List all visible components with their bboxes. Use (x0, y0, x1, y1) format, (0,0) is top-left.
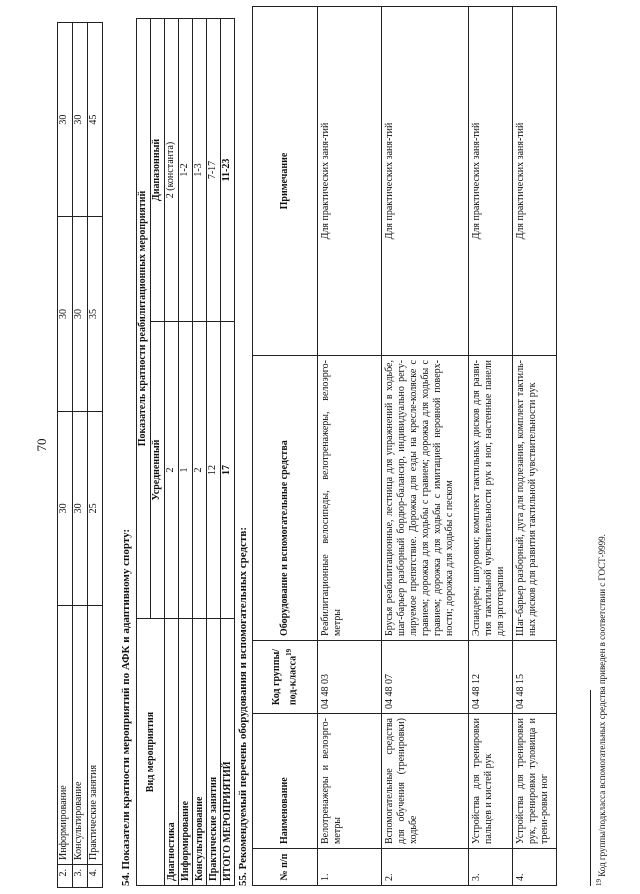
header-average: Усредненный (151, 322, 165, 619)
row-value-3: 45 (88, 23, 103, 217)
average-value: 1 (179, 322, 193, 619)
header-number: № п/п (253, 849, 318, 886)
table-row (73, 23, 88, 888)
row-number: 4. (88, 865, 103, 888)
table-header-row (137, 19, 151, 886)
row-name: Информирование (58, 606, 73, 865)
footnote-text: Код группы/подкласса вспомогательных средства приведен в соответствии с ГОСТ-9999. (597, 534, 607, 877)
row-equipment: Реабилитационные велосипеды, велотренажеры, велоэрго-метры (318, 356, 382, 641)
footnote-marker: 19 (595, 879, 603, 886)
row-value-2: 30 (73, 217, 88, 411)
section-54-title: 54. Показатели кратности мероприятий по АФК и адаптивному спорту: (120, 528, 132, 886)
row-value-1: 25 (88, 411, 103, 605)
row-note: Для практических заня-тий (513, 7, 557, 356)
activity-name: Практические занятия (207, 619, 221, 886)
header-equipment: Оборудование и вспомогательные средства (253, 356, 318, 641)
range-value: 7-17 (207, 19, 221, 322)
top-table (57, 22, 103, 888)
average-value: 12 (207, 322, 221, 619)
row-note: Для практических заня-тий (318, 7, 382, 356)
table-row (179, 19, 193, 886)
table-row (165, 19, 179, 886)
row-name: Велотренажеры и велоэрго-метры (318, 714, 382, 849)
footnote (595, 534, 607, 886)
range-value: 1-3 (193, 19, 207, 322)
row-code: 04 48 07 (382, 641, 469, 714)
table-row (469, 7, 513, 886)
footnote-ref: 19 (284, 648, 293, 656)
range-value: 2 (константа) (165, 19, 179, 322)
row-code: 04 48 15 (513, 641, 557, 714)
table-row-total (221, 19, 235, 886)
row-equipment: Брусья реабилитационные, лестница для упражнений в ходьбе, шаг-барьер разборный бордюр-балансир, индивидуально регу-лируемое препятствие. Дорожка для езды на кресле-коляске с гравием; дорожка для ходьбы с гравием; дорожка для ходьбы с гравием; дорожка для ходьбы с имитацией неровной поверх-ности; дорожка для ходьбы с песком (382, 356, 469, 641)
row-code: 04 48 12 (469, 641, 513, 714)
row-name: Устройства для тренировки пальцев и кистей рук (469, 714, 513, 849)
row-value-1: 30 (73, 411, 88, 605)
row-code: 04 48 03 (318, 641, 382, 714)
section-55-title: 55. Рекомендуемый перечень оборудования и вспомогательных средств: (237, 527, 249, 886)
total-range: 11-23 (221, 19, 235, 322)
page-number: 70 (34, 438, 49, 452)
row-name: Практические занятия (88, 606, 103, 865)
row-note: Для практических заня-тий (382, 7, 469, 356)
activity-name: Информирование (179, 619, 193, 886)
row-number: 3. (469, 849, 513, 886)
row-number: 2. (58, 865, 73, 888)
row-value-3: 30 (73, 23, 88, 217)
table-row (207, 19, 221, 886)
header-code-text: Код группы/под-класса (270, 648, 299, 706)
table-header-row (253, 7, 318, 886)
total-average: 17 (221, 322, 235, 619)
row-number: 3. (73, 865, 88, 888)
footnote-divider (590, 690, 591, 886)
average-value: 2 (165, 322, 179, 619)
table-row (382, 7, 469, 886)
table-row (513, 7, 557, 886)
table-row (58, 23, 73, 888)
row-note: Для практических заня-тий (469, 7, 513, 356)
row-name: Консультирование (73, 606, 88, 865)
row-value-2: 30 (58, 217, 73, 411)
table-row (318, 7, 382, 886)
header-frequency-group: Показатель кратности реабилитационных мероприятий (137, 19, 151, 619)
header-name: Наименование (253, 714, 318, 849)
row-number: 2. (382, 849, 469, 886)
header-code (253, 641, 318, 714)
table-row (88, 23, 103, 888)
header-range: Диапазонный (151, 19, 165, 322)
row-equipment: Шаг-барьер разборный, дуга для подлезания, комплект тактиль-ных дисков для развития тактильной чувствительности рук (513, 356, 557, 641)
row-number: 4. (513, 849, 557, 886)
activity-name: Диагностика (165, 619, 179, 886)
activity-name: Консультирование (193, 619, 207, 886)
header-note: Примечание (253, 7, 318, 356)
equipment-table (252, 6, 557, 886)
row-number: 1. (318, 849, 382, 886)
total-label: ИТОГО МЕРОПРИЯТИЙ (221, 619, 235, 886)
frequency-table (136, 18, 235, 886)
row-equipment: Эспандеры; шнуровки; комплект тактильных дисков для разви-тия тактильной чувствительности рук и ног, настенные панели для эрготерапии (469, 356, 513, 641)
row-name: Вспомогательные средства для обучения (тренировки) ходьбе (382, 714, 469, 849)
header-activity-type: Вид мероприятия (137, 619, 165, 886)
row-value-2: 35 (88, 217, 103, 411)
row-value-1: 30 (58, 411, 73, 605)
row-value-3: 30 (58, 23, 73, 217)
table-row (193, 19, 207, 886)
average-value: 2 (193, 322, 207, 619)
range-value: 1-2 (179, 19, 193, 322)
row-name: Устройства для тренировки рук, тренировки туловища и трени-ровки ног (513, 714, 557, 849)
